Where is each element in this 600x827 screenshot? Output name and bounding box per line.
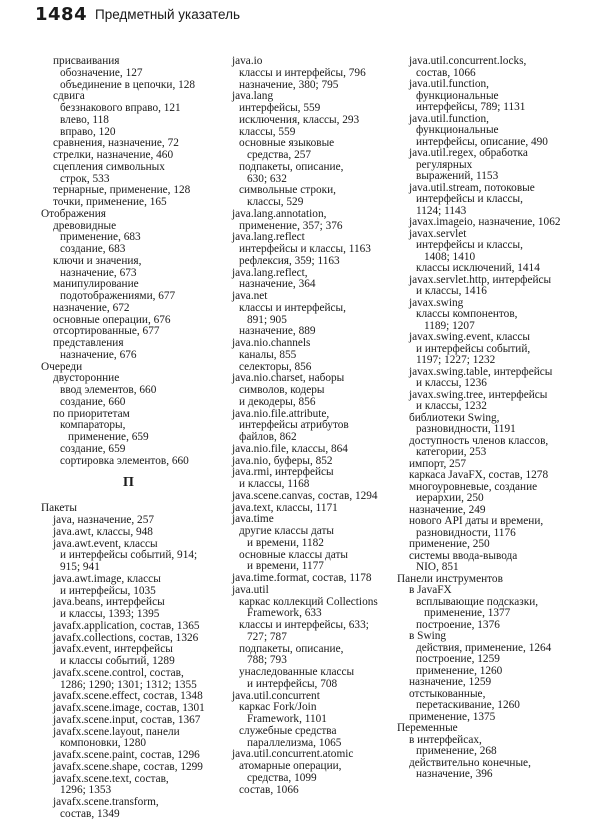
index-subentry: категории, 253 bbox=[416, 446, 487, 458]
index-subentry: интерфейсы и классы, 1163 bbox=[239, 243, 371, 255]
index-subentry: беззнакового вправо, 121 bbox=[60, 102, 181, 114]
index-subentry: java.nio.file, классы, 864 bbox=[232, 442, 348, 455]
index-subentry: и классы, 1416 bbox=[416, 285, 487, 297]
index-subentry: исключения, классы, 293 bbox=[239, 113, 360, 126]
index-subentry: другие классы даты bbox=[239, 525, 334, 537]
index-subentry: интерфейсы, описание, 490 bbox=[416, 135, 548, 148]
index-subentry: параллелизма, 1065 bbox=[247, 736, 342, 749]
index-subentry: символьные строки, bbox=[239, 184, 336, 197]
index-subentry: строк, 533 bbox=[60, 172, 110, 185]
index-subentry: java.util.function, bbox=[409, 78, 489, 90]
index-subentry: javafx.scene.image, состав, 1301 bbox=[53, 702, 205, 714]
index-subentry: java.nio.channels bbox=[232, 337, 311, 349]
index-subentry: java.lang.reflect bbox=[232, 231, 305, 244]
index-subentry: импорт, 257 bbox=[409, 457, 467, 470]
index-subentry: назначение, 249 bbox=[409, 503, 486, 516]
index-subentry: java, назначение, 257 bbox=[53, 514, 154, 526]
index-subentry: разновидности, 1176 bbox=[416, 526, 516, 539]
index-subentry: отстыкованные, bbox=[409, 687, 486, 700]
index-entry: Панели инструментов bbox=[397, 572, 503, 585]
index-subentry: javafx.scene.text, состав, bbox=[53, 772, 169, 785]
index-subentry: и интерфейсы событий, 914; bbox=[60, 549, 198, 562]
index-subentry: java.util.concurrent.locks, bbox=[409, 55, 527, 67]
index-subentry: в JavaFX bbox=[409, 584, 452, 596]
index-subentry: javafx.scene.effect, состав, 1348 bbox=[53, 690, 203, 703]
index-subentry: и классы, 1168 bbox=[239, 478, 310, 490]
index-subentry: влево, 118 bbox=[60, 113, 109, 126]
index-subentry: атомарные операции, bbox=[239, 760, 342, 772]
index-entry: Отображения bbox=[41, 207, 106, 220]
index-subentry: javafx.scene.paint, состав, 1296 bbox=[53, 749, 200, 761]
index-subentry: файлов, 862 bbox=[239, 431, 297, 443]
index-subentry: классы, 529 bbox=[247, 196, 304, 208]
index-subentry: javafx.scene.input, состав, 1367 bbox=[53, 713, 201, 726]
index-subentry: интерфейсы, 789; 1131 bbox=[416, 101, 526, 113]
index-subentry: создание, 659 bbox=[60, 442, 126, 455]
index-subentry: и классы, 1236 bbox=[416, 377, 487, 389]
index-subentry: состав, 1066 bbox=[416, 66, 476, 79]
section-letter-heading: П bbox=[123, 475, 134, 491]
index-subentry: Framework, 633 bbox=[247, 607, 322, 620]
index-subentry: выражений, 1153 bbox=[416, 170, 499, 182]
index-subentry: java.nio.file.attribute, bbox=[232, 407, 330, 420]
running-title: Предметный указатель bbox=[95, 7, 240, 22]
index-subentry: java.scene.canvas, состав, 1294 bbox=[232, 489, 378, 502]
index-subentry: применение, 1375 bbox=[409, 710, 496, 723]
index-subentry: Framework, 1101 bbox=[247, 713, 327, 725]
index-subentry: 891; 905 bbox=[247, 313, 287, 326]
index-subentry: в Swing bbox=[409, 630, 447, 642]
index-subentry: сцепления символьных bbox=[53, 160, 165, 173]
index-subentry: javax.swing bbox=[409, 296, 464, 309]
index-subentry: всплывающие подсказки, bbox=[416, 595, 539, 608]
index-subentry: древовидные bbox=[53, 219, 117, 232]
index-subentry: javax.imageio, назначение, 1062 bbox=[409, 216, 561, 228]
index-subentry: javax.swing.tree, интерфейсы bbox=[409, 388, 548, 401]
index-subentry: и классы, 1232 bbox=[416, 400, 487, 412]
index-subentry: java.io bbox=[232, 55, 263, 67]
index-subentry: java.lang.reflect, bbox=[232, 266, 308, 279]
index-subentry: классы и интерфейсы, 796 bbox=[239, 66, 366, 79]
index-subentry: создание, 660 bbox=[60, 395, 126, 408]
index-subentry: создание, 683 bbox=[60, 243, 126, 255]
index-subentry: javax.servlet bbox=[409, 227, 467, 240]
index-subentry: состав, 1349 bbox=[60, 807, 120, 820]
index-entry: Пакеты bbox=[41, 502, 77, 515]
index-subentry: рефлексия, 359; 1163 bbox=[239, 254, 340, 267]
index-subentry: 1189; 1207 bbox=[424, 319, 475, 332]
index-subentry: основные языковые bbox=[239, 137, 335, 150]
index-subentry: javax.swing.event, классы bbox=[409, 331, 530, 343]
index-subentry: иерархии, 250 bbox=[416, 492, 484, 504]
index-subentry: построение, 1259 bbox=[416, 653, 500, 665]
index-subentry: каналы, 855 bbox=[239, 348, 297, 361]
index-subentry: назначение, 673 bbox=[60, 266, 137, 279]
index-subentry: построение, 1376 bbox=[416, 618, 500, 631]
index-subentry: классы, 559 bbox=[239, 125, 296, 138]
index-subentry: 1286; 1290; 1301; 1312; 1355 bbox=[60, 678, 197, 691]
index-subentry: средства, 257 bbox=[247, 149, 312, 161]
index-subentry: и времени, 1177 bbox=[247, 560, 324, 573]
index-subentry: унаследованные классы bbox=[239, 666, 355, 678]
index-subentry: точки, применение, 165 bbox=[53, 196, 167, 208]
index-subentry: отсортированные, 677 bbox=[53, 325, 160, 338]
index-subentry: разновидности, 1191 bbox=[416, 423, 516, 435]
index-subentry: функциональные bbox=[416, 124, 499, 136]
index-subentry: манипулирование bbox=[53, 278, 139, 291]
index-entry: Переменные bbox=[397, 722, 458, 734]
index-subentry: основные классы даты bbox=[239, 548, 349, 561]
index-subentry: java.awt.image, классы bbox=[53, 572, 161, 585]
index-subentry: 1296; 1353 bbox=[60, 784, 112, 797]
index-subentry: применение, 357; 376 bbox=[239, 219, 343, 232]
index-subentry: java.lang.annotation, bbox=[232, 207, 327, 220]
index-subentry: каркаса JavaFX, состав, 1278 bbox=[409, 469, 549, 481]
index-subentry: интерфейсы атрибутов bbox=[239, 419, 349, 432]
index-subentry: 727; 787 bbox=[247, 630, 287, 643]
index-subentry: java.nio.charset, наборы bbox=[232, 372, 345, 385]
index-subentry: java.time bbox=[232, 513, 274, 526]
index-subentry: применение, 1377 bbox=[424, 607, 511, 619]
index-subentry: java.beans, интерфейсы bbox=[53, 596, 165, 609]
page-number: 1484 bbox=[35, 4, 88, 25]
index-subentry: 1408; 1410 bbox=[424, 250, 476, 263]
index-subentry: каркас коллекций Collections bbox=[239, 595, 378, 608]
index-subentry: средства, 1099 bbox=[247, 771, 317, 784]
index-subentry: javafx.application, состав, 1365 bbox=[53, 619, 200, 632]
index-subentry: перетаскивание, 1260 bbox=[416, 699, 520, 711]
index-subentry: состав, 1066 bbox=[239, 783, 299, 796]
index-subentry: java.net bbox=[232, 290, 268, 302]
index-subentry: javafx.collections, состав, 1326 bbox=[53, 631, 199, 644]
index-subentry: компоновки, 1280 bbox=[60, 737, 146, 750]
index-subentry: и времени, 1182 bbox=[247, 536, 324, 549]
index-subentry: java.util.concurrent.atomic bbox=[232, 748, 354, 761]
index-subentry: назначение, 889 bbox=[239, 325, 316, 338]
index-subentry: назначение, 364 bbox=[239, 278, 316, 291]
index-subentry: применение, 268 bbox=[416, 745, 497, 757]
index-subentry: по приоритетам bbox=[53, 407, 130, 420]
index-subentry: ключи и значения, bbox=[53, 254, 142, 267]
index-subentry: стрелки, назначение, 460 bbox=[53, 149, 174, 161]
index-subentry: обозначение, 127 bbox=[60, 66, 143, 79]
index-subentry: сдвига bbox=[53, 90, 85, 103]
index-subentry: регулярных bbox=[416, 158, 473, 171]
index-subentry: компараторы, bbox=[60, 419, 126, 432]
index-subentry: java.awt, классы, 948 bbox=[53, 525, 153, 538]
index-subentry: javafx.scene.layout, панели bbox=[53, 725, 180, 738]
index-subentry: символов, кодеры bbox=[239, 384, 325, 396]
index-subentry: java.util.function, bbox=[409, 112, 489, 125]
index-subentry: применение, 659 bbox=[68, 431, 149, 443]
index-subentry: каркас Fork/Join bbox=[239, 701, 317, 714]
index-subentry: java.nio, буферы, 852 bbox=[232, 454, 333, 467]
index-subentry: и декодеры, 856 bbox=[239, 395, 316, 408]
index-subentry: действительно конечные, bbox=[409, 756, 531, 769]
index-subentry: применение, 1260 bbox=[416, 664, 503, 677]
index-subentry: ввод элементов, 660 bbox=[60, 384, 157, 396]
index-subentry: java.util.regex, обработка bbox=[409, 147, 528, 159]
index-subentry: применение, 250 bbox=[409, 538, 490, 550]
index-subentry: NIO, 851 bbox=[416, 561, 459, 573]
index-subentry: javafx.scene.shape, состав, 1299 bbox=[53, 760, 203, 773]
index-subentry: представления bbox=[53, 337, 124, 349]
index-subentry: java.util.concurrent bbox=[232, 689, 320, 702]
index-subentry: назначение, 672 bbox=[53, 301, 130, 314]
index-subentry: 915; 941 bbox=[60, 561, 100, 573]
index-subentry: java.rmi, интерфейсы bbox=[232, 466, 334, 479]
index-subentry: селекторы, 856 bbox=[239, 360, 312, 373]
index-subentry: действия, применение, 1264 bbox=[416, 641, 552, 654]
index-subentry: java.time.format, состав, 1178 bbox=[232, 572, 372, 584]
index-subentry: javax.servlet.http, интерфейсы bbox=[409, 273, 552, 286]
index-subentry: сравнения, назначение, 72 bbox=[53, 137, 179, 150]
index-subentry: сортировка элементов, 660 bbox=[60, 454, 189, 467]
index-subentry: тернарные, применение, 128 bbox=[53, 184, 191, 197]
index-subentry: 788; 793 bbox=[247, 654, 287, 667]
index-subentry: javafx.scene.transform, bbox=[53, 796, 159, 808]
index-subentry: подпакеты, описание, bbox=[239, 642, 344, 655]
index-subentry: java.lang bbox=[232, 90, 274, 103]
index-column-3 bbox=[397, 56, 561, 781]
index-subentry: классы и интерфейсы, 633; bbox=[239, 619, 369, 631]
index-subentry: 1197; 1227; 1232 bbox=[416, 354, 496, 366]
index-subentry: javafx.event, интерфейсы bbox=[53, 643, 173, 656]
index-subentry: многоуровневые, создание bbox=[409, 480, 538, 493]
index-subentry: назначение, 1259 bbox=[409, 676, 492, 688]
index-subentry: java.text, классы, 1171 bbox=[232, 501, 338, 514]
index-subentry: назначение, 380; 795 bbox=[239, 78, 339, 91]
index-subentry: назначение, 676 bbox=[60, 348, 137, 361]
index-subentry: объединение в цепочки, 128 bbox=[60, 78, 196, 91]
index-subentry: и классы, 1393; 1395 bbox=[60, 608, 160, 620]
index-subentry: вправо, 120 bbox=[60, 125, 116, 138]
index-subentry: доступность членов классов, bbox=[409, 434, 549, 447]
index-subentry: интерфейсы, 559 bbox=[239, 102, 321, 114]
index-subentry: интерфейсы и классы, bbox=[416, 193, 523, 205]
index-subentry: подпакеты, описание, bbox=[239, 160, 344, 173]
index-subentry: классы исключений, 1414 bbox=[416, 262, 540, 274]
index-column-2 bbox=[220, 56, 378, 796]
index-subentry: и интерфейсы, 708 bbox=[247, 677, 338, 690]
index-subentry: 630; 632 bbox=[247, 172, 287, 185]
index-subentry: двусторонние bbox=[53, 372, 120, 385]
index-subentry: служебные средства bbox=[239, 724, 337, 737]
index-subentry: и классы событий, 1289 bbox=[60, 655, 175, 667]
index-subentry: применение, 683 bbox=[60, 231, 141, 244]
index-subentry: основные операции, 676 bbox=[53, 313, 171, 326]
index-subentry: 1124; 1143 bbox=[416, 204, 467, 217]
index-subentry: назначение, 396 bbox=[416, 768, 493, 780]
index-subentry: подотображениями, 677 bbox=[60, 290, 176, 302]
index-column-1 bbox=[41, 56, 216, 821]
index-subentry: в интерфейсах, bbox=[409, 733, 482, 746]
index-subentry: классы компонентов, bbox=[416, 308, 518, 320]
index-subentry: интерфейсы и классы, bbox=[416, 239, 523, 251]
index-subentry: javafx.scene.control, состав, bbox=[53, 666, 184, 679]
index-subentry: java.util.stream, потоковые bbox=[409, 181, 535, 194]
index-subentry: java.util bbox=[232, 583, 269, 596]
index-subentry: java.awt.event, классы bbox=[53, 537, 158, 550]
index-subentry: классы и интерфейсы, bbox=[239, 301, 346, 314]
index-subentry: присваивания bbox=[53, 55, 120, 67]
index-subentry: и интерфейсы, 1035 bbox=[60, 584, 156, 597]
index-subentry: нового API даты и времени, bbox=[409, 515, 544, 527]
index-subentry: функциональные bbox=[416, 89, 499, 102]
index-entry: Очереди bbox=[41, 360, 83, 373]
index-subentry: javax.swing.table, интерфейсы bbox=[409, 365, 553, 378]
index-subentry: библиотеки Swing, bbox=[409, 411, 500, 424]
index-subentry: и интерфейсы событий, bbox=[416, 342, 531, 355]
index-subentry: системы ввода-вывода bbox=[409, 549, 518, 562]
